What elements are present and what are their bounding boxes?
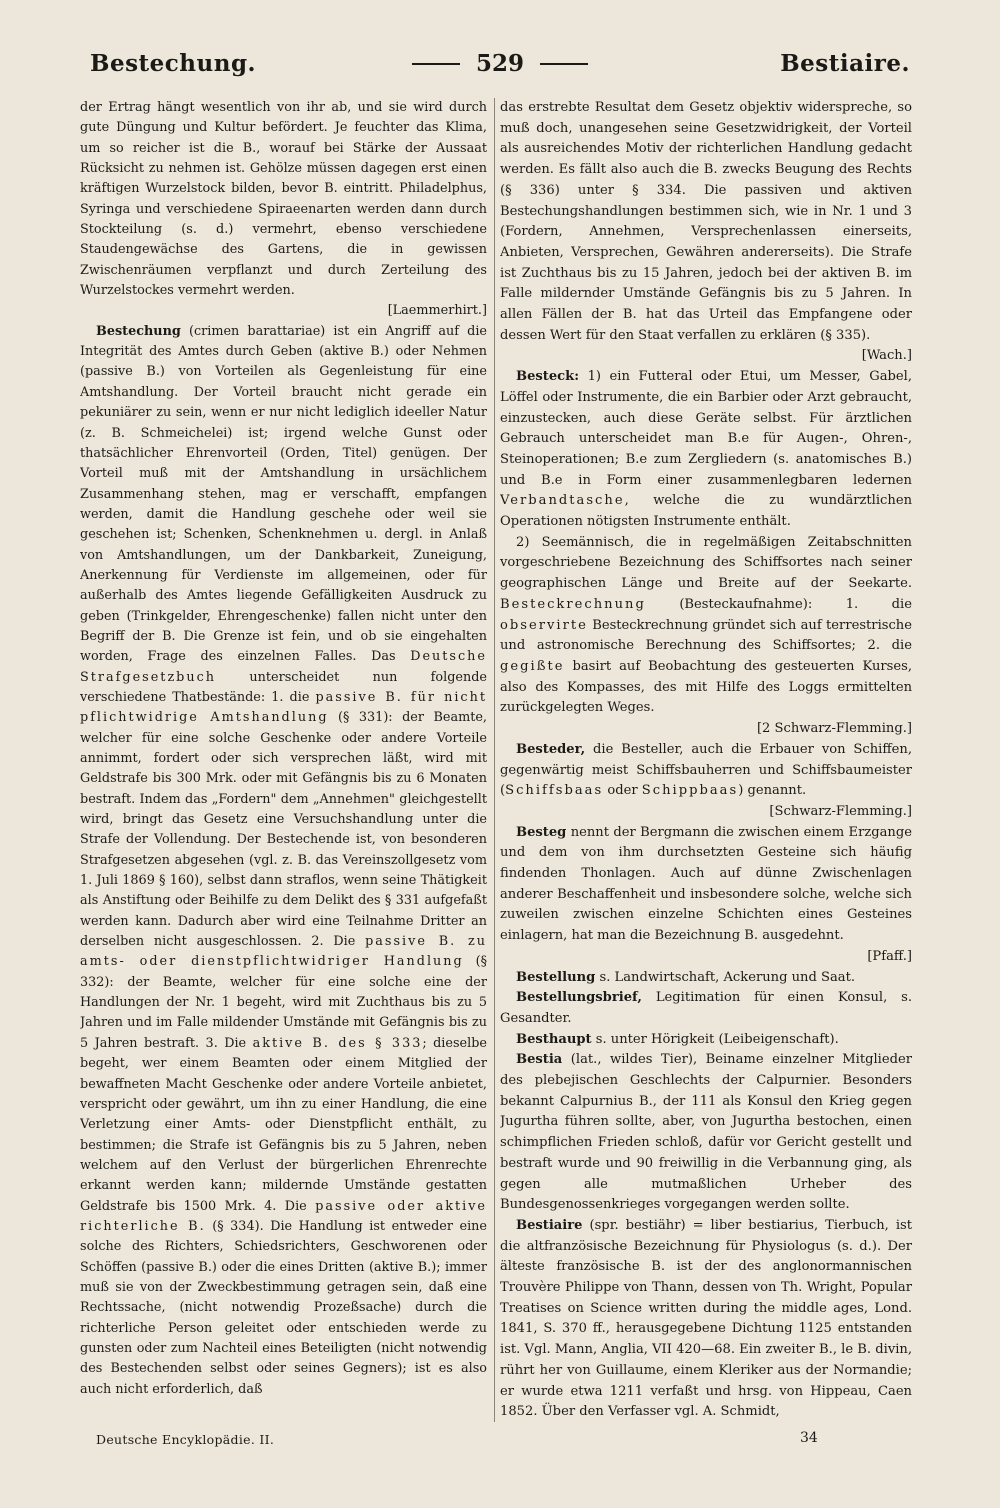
entry-besthaupt (500, 1030, 912, 1051)
entry-bestia (500, 1050, 912, 1216)
entry-bestellung (500, 968, 912, 989)
entry-text: (§ 334). Die Handlung ist entweder eine solche des Richters, Schiedsrichters, Geschworenen oder Schöffen (passive B.) oder die eines Dritten (aktive B.); immer muß sie von der Zweckbestimmung getragen sein, daß eine Rechtssache, (nicht notwendig Prozeßsache) durch die richterliche Person geleitet oder entschieden werde zu gunsten oder zum Nachteil eines Beteiligten (nicht notwendig des Bestechenden selbst oder seines Gegners); ist es also auch nicht erforderlich, daß (80, 1218, 487, 1397)
header-left-catchword: Bestechung. (90, 50, 257, 77)
entry-text: basirt auf Beobachtung des gesteuerten Kurses, also des Kompasses, des mit Hilfe des Loggs ermittelten zurückgelegten Weges. (500, 658, 912, 716)
entry-text: oder (607, 783, 638, 799)
author-signature: [Pfaff.] (867, 948, 912, 964)
entry-besteck-nautical (500, 533, 912, 740)
header-page-number-group (412, 50, 588, 77)
page-number: 529 (475, 50, 525, 77)
header-rule-right (540, 63, 588, 65)
entry-besteck (500, 367, 912, 533)
entry-bestellungsbrief (500, 988, 912, 1029)
entry-text: , welche die zu wundärztlichen Operationen nötigsten Instrumente enthält. (500, 493, 912, 530)
entry-continuation (500, 98, 912, 367)
entry-lemma: Bestechung (96, 323, 181, 339)
entry-text: s. unter Hörigkeit (Leibeigenschaft). (595, 1031, 839, 1047)
entry-text: ) genannt. (738, 783, 807, 799)
spaced-term: passive oder aktive richterliche B. (80, 1198, 487, 1234)
spaced-term: observirte (500, 617, 588, 633)
spaced-term: aktive B. des § 333 (252, 1035, 423, 1051)
entry-text: der Ertrag hängt wesentlich von ihr ab, und sie wird durch gute Düngung und Kultur befördert. Je feuchter das Klima, um so reicher ist die B., worauf bei Stärke der Aussaat Rücksicht zu nehmen ist. Gehölze müssen dagegen erst einen kräftigen Wurzelstock bilden, bevor B. eintritt. Philadelphus, Syringa und verschiedene Spiraeenarten werden dann durch Stockteilung (s. d.) vermehrt, ebenso verschiedene Staudengewächse des Gartens, die in gewissen Zwischenräumen verpflanzt und durch Zerteilung des Wurzelstockes vermehrt werden. (80, 100, 487, 299)
spaced-term: Schiffsbaas (505, 783, 604, 799)
entry-text: (Besteckaufnahme): 1. die (679, 596, 912, 612)
author-signature: [2 Schwarz-Flemming.] (756, 721, 912, 737)
right-column (500, 98, 912, 1422)
page-header (90, 50, 910, 90)
entry-text: (spr. bestiähr) = liber bestiarius, Tierbuch, ist die altfranzösische Bezeichnung für Physiologus (s. d.). Der älteste französische B. ist der des anglonormannischen Trouvère Philippe von Thann, dessen von Th. Wright, Popular Treatises on Science written during the middle ages, Lond. 1841, S. 370 ff., herausgegebene Dichtung 1125 entstanden ist. Vgl. Mann, Anglia, VII 420—68. Ein zweiter B., le B. divin, rührt her von Guillaume, einem Kleriker aus der Normandie; er wurde etwa 1211 verfaßt und hrsg. von Hippeau, Caen 1852. Über den Verfasser vgl. A. Schmidt, (500, 1217, 912, 1420)
left-column (80, 98, 487, 1422)
entry-lemma: Bestiaire (516, 1217, 583, 1233)
entry-text: Besteckrechnung gründet sich auf terrestrische und astronomische Berechnung des Schiffsortes; 2. die (500, 617, 912, 654)
entry-text: unterscheidet nun folgende verschiedene Thatbestände: 1. die (80, 669, 487, 705)
author-signature: [Laemmerhirt.] (387, 303, 487, 319)
spaced-term: Schippbaas (641, 783, 739, 799)
spaced-term: gegißte (500, 658, 565, 674)
spaced-term: Verbandtasche (500, 493, 625, 509)
entry-bestechung (80, 322, 487, 1400)
footer-signature-line: Deutsche Encyklopädie. II. (96, 1432, 275, 1447)
entry-text: (§ 332): der Beamte, welcher für eine solche eine der Handlungen der Nr. 1 begeht, wird mit Zuchthaus bis zu 5 Jahren und im Falle mildender Umstände mit Gefängnis bis zu 5 Jahren bestraft. 3. Die (80, 954, 487, 1051)
entry-besteg (500, 823, 912, 968)
entry-text: die Besteller, auch die Erbauer von Schiffen, gegenwärtig meist Schiffsbauherren und Schiffsbaumeister ( (500, 741, 912, 799)
entry-text: nennt der Bergmann die zwischen einem Erzgange und dem von ihm durchsetzten Gesteine sich häufig findenden Thonlagen. Auch auf dünne Zwischenlagen anderer Beschaffenheit und insbesondere solche, welche sich zuweilen zwischen einzelne Schichten eines Gesteines einlagern, hat man die Bezeichnung B. ausgedehnt. (500, 824, 912, 944)
footer-sheet-number: 34 (800, 1430, 818, 1446)
entry-lemma: Besteg (516, 824, 567, 840)
author-signature: [Schwarz-Flemming.] (769, 803, 912, 819)
entry-lemma: Besteder, (516, 741, 586, 757)
entry-bestiaire (500, 1216, 912, 1422)
entry-text: Legitimation für einen Konsul, s. Gesandter. (500, 990, 912, 1026)
entry-text: ; dieselbe begeht, wer einem Beamten oder einem Mitglied der bewaffneten Macht Geschenke oder andere Vorteile anbietet, verspricht oder gewährt, um ihn zu einer Handlung, die eine Verletzung einer Amts- oder Dienstpflicht enthält, zu bestimmen; die Strafe ist Gefängnis bis zu 5 Jahren, neben welchem auf den Verlust der bürgerlichen Ehrenrechte erkannt werden kann; mildernde Umstände gestatten Geldstrafe bis 1500 Mrk. 4. Die (80, 1035, 487, 1214)
entry-lemma: Bestellungsbrief, (516, 990, 642, 1006)
spaced-term: passive B. für nicht pflichtwidrige Amtshandlung (80, 689, 487, 726)
entry-text: (lat., wildes Tier), Beiname einzelner Mitglieder des plebejischen Geschlechts der Calpurnier. Besonders bekannt Calpurnius B., der 111 als Konsul den Krieg gegen Jugurtha führen sollte, aber, von Jugurtha bestochen, einen schimpflichen Frieden schloß, dafür vor Gericht gestellt und bestraft wurde und 90 freiwillig in die Verbannung ging, als gegen alle mutmaßlichen Urheber des Bundesgenossenkrieges vorgegangen werden sollte. (500, 1052, 912, 1213)
entry-lemma: Bestia (516, 1052, 563, 1068)
entry-text: 2) Seemännisch, die in regelmäßigen Zeitabschnitten vorgeschriebene Bezeichnung des Schiffsortes nach seiner geographischen Länge und Breite auf der Seekarte. (500, 534, 912, 592)
entry-text: (§ 331): der Beamte, welcher für eine solche Geschenke oder andere Vorteile annimmt, fordert oder sich versprechen läßt, wird mit Geldstrafe bis 300 Mrk. oder mit Gefängnis bis zu 6 Monaten bestraft. Indem das „Fordern" dem „Annehmen" gleichgestellt wird, bringt das Gesetz eine Versuchshandlung unter die Strafe der Vollendung. Der Bestechende ist, von besonderen Strafgesetzen abgesehen (vgl. z. B. das Vereinszollgesetz vom 1. Juli 1869 § 160), selbst dann straflos, wenn seine Thätigkeit als Anstiftung oder Beihilfe zu dem Delikt des § 331 aufgefaßt werden kann. Dadurch aber wird eine Teilnahme Dritter an derselben nicht ausgeschlossen. 2. Die (80, 710, 487, 950)
spaced-term: passive B. zu amts- oder dienstpflichtwidriger Handlung (80, 934, 487, 970)
header-right-catchword: Bestiaire. (780, 50, 910, 77)
entry-lemma: Besthaupt (516, 1031, 592, 1047)
entry-besteder (500, 740, 912, 823)
spaced-term: Deutsche Strafgesetzbuch (80, 649, 487, 685)
entry-lemma: Bestellung (516, 969, 596, 985)
entry-continuation (80, 98, 487, 322)
entry-text: s. Landwirtschaft, Ackerung und Saat. (599, 969, 856, 985)
column-divider (494, 98, 495, 1422)
entry-lemma: Besteck: (516, 369, 580, 385)
author-signature: [Wach.] (861, 348, 912, 364)
entry-text: (crimen barattariae) ist ein Angriff auf die Integrität des Amtes durch Geben (aktive B.) oder Nehmen (passive B.) von Vorteilen als Gegenleistung für eine Amtshandlung. Der Vorteil braucht nicht gerade ein pekuniärer zu sein, wenn er nur nicht lediglich ideeller Natur (z. B. Schmeichelei) ist; irgend welche Gunst oder thatsächlicher Ehrenvorteil (Orden, Titel) genügen. Der Vorteil muß mit der Amtshandlung in ursächlichem Zusammenhang stehen, mag er verschafft, empfangen werden, damit die Handlung geschehe oder weil sie geschehen ist; Schenken, Schenknehmen u. dergl. in Anlaß von Amtshandlungen, um der Dankbarkeit, Zuneigung, Anerkennung für Verdienste im allgemeinen, oder für außerhalb des Amtes liegende Gefälligkeiten Ausdruck zu geben (Trinkgelder, Ehrengeschenke) fallen nicht unter den Begriff der B. Die Grenze ist fein, und ob sie eingehalten worden, Frage des einzelnen Falles. Das (80, 323, 487, 665)
entry-text: 1) ein Futteral oder Etui, um Messer, Gabel, Löffel oder Instrumente, die ein Barbier oder Arzt gebraucht, einzustecken, auch diese Geräte selbst. Für ärztlichen Gebrauch unterscheidet man B.e für Augen-, Ohren-, Steinoperationen; B.e zum Zergliedern (s. anatomisches B.) und B.e in Form einer zusammenlegbaren ledernen (500, 369, 912, 488)
header-rule-left (412, 63, 460, 65)
entry-text: das erstrebte Resultat dem Gesetz objektiv widerspreche, so muß doch, unangesehen seine Gesetzwidrigkeit, der Vorteil als ausreichendes Motiv der richterlichen Handlung gedacht werden. Es fällt also auch die B. zwecks Beugung des Rechts (§ 336) unter § 334. Die passiven und aktiven Bestechungshandlungen bestimmen sich, wie in Nr. 1 und 3 (Fordern, Annehmen, Versprechenlassen einerseits, Anbieten, Versprechen, Gewähren andererseits). Die Strafe ist Zuchthaus bis zu 15 Jahren, jedoch bei der aktiven B. im Falle mildernder Umstände Gefängnis bis zu 5 Jahren. In allen Fällen der B. hat das Urteil das Empfangene oder dessen Wert für den Staat verfallen zu erklären (§ 335). (500, 100, 912, 343)
spaced-term: Besteckrechnung (500, 596, 646, 612)
